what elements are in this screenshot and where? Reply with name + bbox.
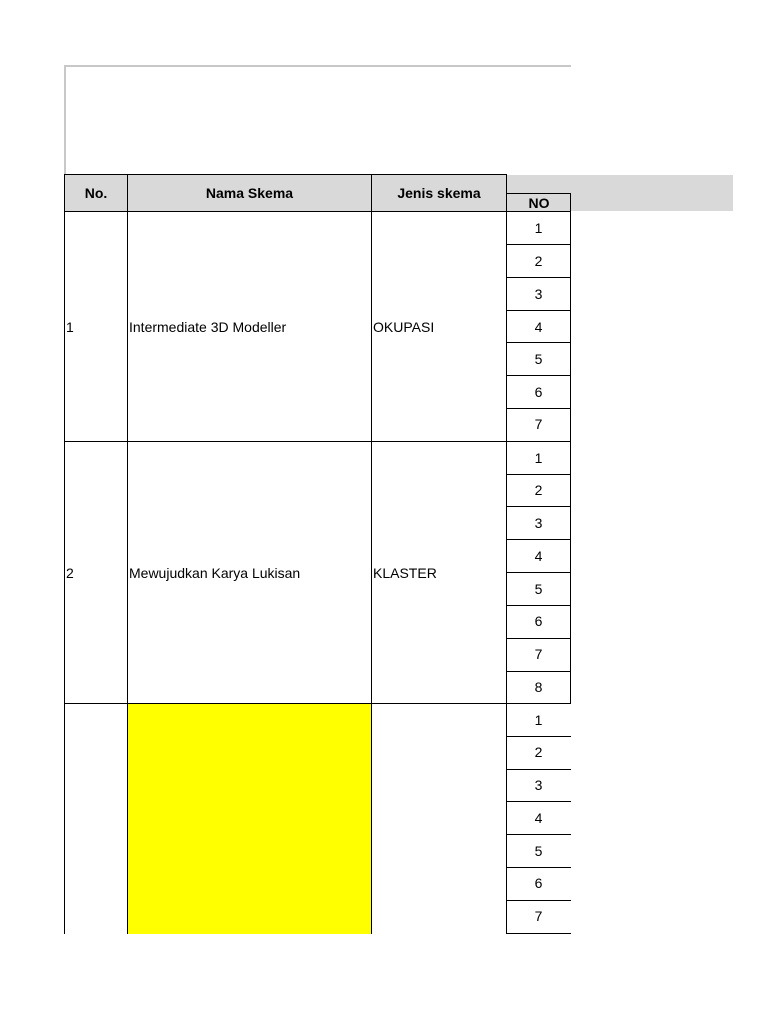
row1-sub-4: 4 xyxy=(534,319,543,335)
row1-sub-3: 3 xyxy=(534,286,543,302)
grid-h-sub xyxy=(506,769,571,770)
row1-sub-1: 1 xyxy=(534,220,543,236)
row3-sub-7: 7 xyxy=(534,908,543,924)
row3-sub-2: 2 xyxy=(534,744,543,760)
grid-h-sub xyxy=(506,375,571,376)
row3-sub-5: 5 xyxy=(534,843,543,859)
header-nama-skema: Nama Skema xyxy=(128,175,371,211)
header-no: No. xyxy=(65,175,127,211)
row2-sub-1: 1 xyxy=(534,450,543,466)
grid-v-left xyxy=(64,174,65,934)
grid-h-sub xyxy=(506,671,571,672)
row2-jenis-skema: KLASTER xyxy=(373,564,437,581)
grid-h-header-bottom xyxy=(64,211,571,212)
grid-h-sub xyxy=(506,801,571,802)
grid-h-sub xyxy=(506,638,571,639)
header-sub-blank xyxy=(507,175,571,193)
grid-h-sub xyxy=(506,867,571,868)
grid-h-sub xyxy=(506,244,571,245)
grid-h-top xyxy=(64,174,507,175)
grid-h-group1-bottom xyxy=(64,441,571,442)
grid-h-sub xyxy=(506,408,571,409)
grid-h-sub-bottom xyxy=(506,933,571,934)
row3-sub-3: 3 xyxy=(534,777,543,793)
grid-h-sub xyxy=(506,342,571,343)
row1-sub-6: 6 xyxy=(534,384,543,400)
grid-h-sub xyxy=(506,605,571,606)
grid-h-sub-top xyxy=(506,193,571,194)
row1-sub-5: 5 xyxy=(534,351,543,367)
row1-sub-2: 2 xyxy=(534,253,543,269)
grid-v-jenis xyxy=(506,174,507,934)
grid-h-sub xyxy=(506,539,571,540)
grid-h-group2-bottom xyxy=(64,703,571,704)
grid-v-sub-right xyxy=(570,193,571,704)
row1-nama-skema: Intermediate 3D Modeller xyxy=(129,318,287,335)
row2-no: 2 xyxy=(66,564,74,581)
grid-h-sub xyxy=(506,310,571,311)
row3-sub-4: 4 xyxy=(534,810,543,826)
row1-jenis-skema: OKUPASI xyxy=(373,318,435,335)
row2-nama-skema: Mewujudkan Karya Lukisan xyxy=(129,564,301,581)
grid-v-nama xyxy=(371,174,372,934)
grid-h-sub xyxy=(506,572,571,573)
grid-v-no xyxy=(127,174,128,934)
row1-no: 1 xyxy=(66,318,74,335)
title-area xyxy=(64,65,571,174)
grid-h-sub xyxy=(506,506,571,507)
row3-sub-1: 1 xyxy=(534,712,543,728)
row2-sub-2: 2 xyxy=(534,482,543,498)
header-extension xyxy=(571,175,733,211)
row2-sub-3: 3 xyxy=(534,515,543,531)
header-sub-no: NO xyxy=(507,194,571,211)
row1-sub-7: 7 xyxy=(534,416,543,432)
grid-h-sub xyxy=(506,834,571,835)
header-jenis-skema: Jenis skema xyxy=(372,175,506,211)
highlight-cell xyxy=(128,704,371,934)
row2-sub-8: 8 xyxy=(534,679,543,695)
grid-h-sub xyxy=(506,277,571,278)
row2-sub-6: 6 xyxy=(534,613,543,629)
row3-sub-6: 6 xyxy=(534,875,543,891)
grid-h-sub xyxy=(506,736,571,737)
grid-h-sub xyxy=(506,474,571,475)
grid-h-sub xyxy=(506,900,571,901)
row2-sub-5: 5 xyxy=(534,581,543,597)
row2-sub-4: 4 xyxy=(534,548,543,564)
row2-sub-7: 7 xyxy=(534,646,543,662)
